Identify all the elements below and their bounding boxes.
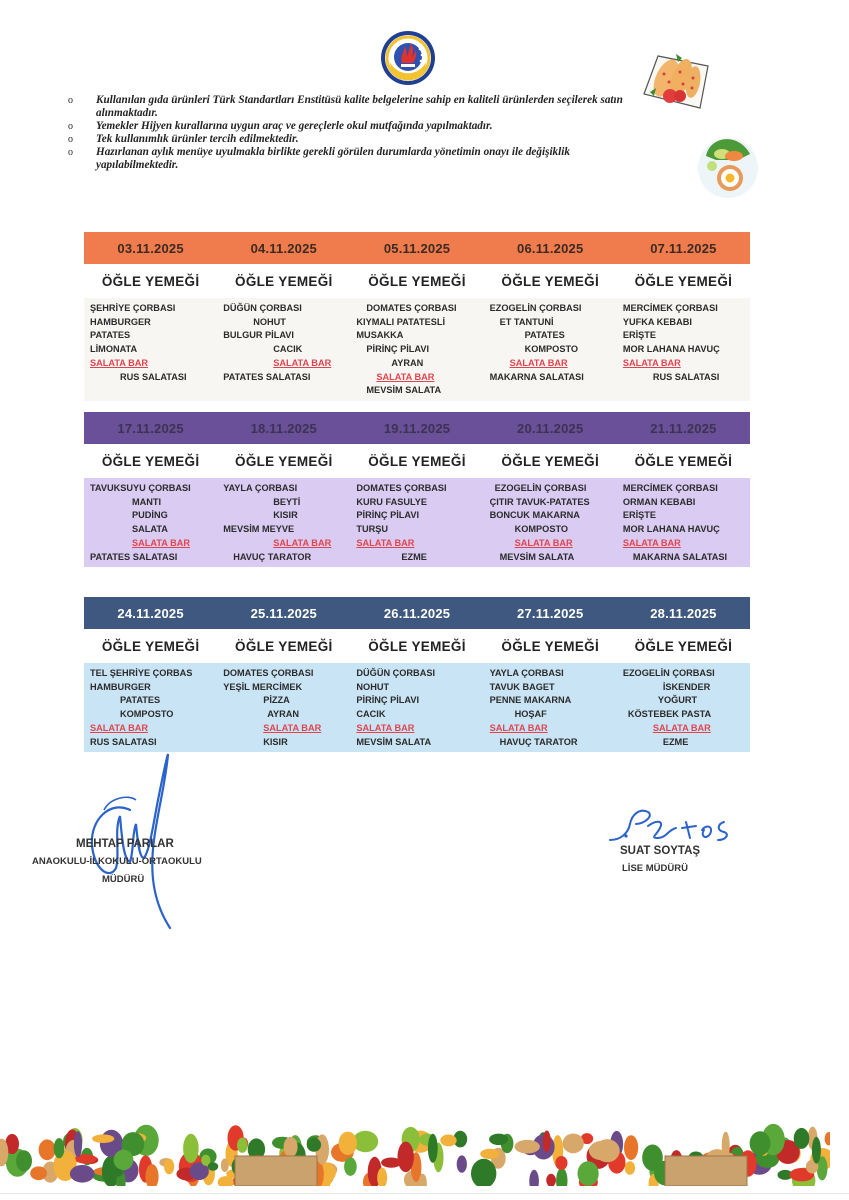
vegetable-shape (428, 1134, 438, 1163)
breakfast-plate-image (692, 126, 762, 198)
date-label: 03.11.2025 (117, 240, 184, 256)
vegetable-shape (529, 1170, 539, 1186)
vegetable-shape (556, 1168, 567, 1186)
date-label: 18.11.2025 (250, 420, 317, 436)
meal-label: ÖĞLE YEMEĞİ (101, 638, 200, 654)
signature-block-left (0, 750, 260, 950)
menu-item: CACIK (356, 709, 386, 720)
right-signatory-name: SUAT SOYTAŞ (620, 845, 701, 857)
footer-divider (0, 1193, 849, 1194)
menu-item: PİZZA (263, 695, 290, 706)
menu-item: ERİŞTE (622, 330, 656, 341)
menu-item: MEVSİM MEYVE (223, 524, 295, 535)
vegetable-shape (489, 1134, 508, 1145)
menu-item: EZME (401, 551, 427, 562)
day-menu-column (484, 482, 617, 564)
salad-bar-item: SALATA BAR (90, 722, 149, 733)
menu-item: HAVUÇ TARATOR (499, 736, 578, 747)
menu-item: AYRAN (391, 357, 424, 368)
salad-bar-item: SALATA BAR (489, 722, 548, 733)
menu-item: EZOGELİN ÇORBASI (489, 303, 582, 313)
left-signatory-title-2: MÜDÜRÜ (102, 874, 145, 885)
meal-label: ÖĞLE YEMEĞİ (368, 638, 466, 654)
vegetable-shape (457, 1155, 467, 1172)
menu-item: DOMATES ÇORBASI (366, 303, 457, 313)
left-signatory-title: ANAOKULU-İLKOKULU-ORTAOKULU (32, 856, 202, 867)
salad-bar-item: SALATA BAR (514, 537, 573, 548)
week-menu-table-3 (84, 597, 750, 752)
vegetable-shape (54, 1138, 65, 1158)
menu-items-row (84, 663, 750, 752)
menu-item: KIYMALI PATATESLİ (356, 316, 446, 327)
meal-label-row (84, 264, 750, 298)
menu-item: EZME (662, 736, 689, 747)
vegetable-shape (344, 1157, 357, 1176)
menu-item: KOMPOSTO (120, 709, 174, 720)
vegetable-shape (30, 1166, 47, 1180)
school-emblem-logo (380, 30, 436, 86)
menu-item: TAVUK BAGET (489, 681, 555, 692)
menu-items-row (84, 478, 750, 567)
menu-item: DÜĞÜN ÇORBASI (356, 668, 436, 678)
menu-item: LİMONATA (90, 344, 138, 355)
meal-label: ÖĞLE YEMEĞİ (501, 453, 599, 469)
date-label: 27.11.2025 (517, 605, 584, 621)
day-menu-column (84, 482, 217, 564)
day-menu-column (350, 667, 483, 749)
day-menu-column (617, 667, 750, 749)
basket-shape (665, 1156, 747, 1186)
meal-label: ÖĞLE YEMEĞİ (368, 453, 466, 469)
day-menu-column (617, 482, 750, 564)
date-header-row (84, 232, 750, 264)
menu-item: ET TANTUNİ (499, 316, 554, 327)
menu-item: ŞEHRİYE ÇORBASI (90, 303, 176, 313)
vegetable-shape (237, 1138, 248, 1153)
menu-item: PATATES SALATASI (223, 371, 311, 382)
menu-item: HAMBURGER (90, 316, 151, 327)
vegetable-shape (398, 1142, 414, 1173)
vegetable-shape (114, 1150, 134, 1170)
salad-bar-item: SALATA BAR (273, 537, 332, 548)
meal-label: ÖĞLE YEMEĞİ (101, 453, 200, 469)
vegetable-shape (578, 1161, 599, 1186)
salad-bar-item: SALATA BAR (376, 371, 435, 382)
menu-item: TURŞU (356, 524, 389, 535)
date-header-row (84, 597, 750, 629)
menu-item: RUS SALATASI (90, 736, 157, 747)
meal-label-row (84, 629, 750, 663)
menu-item: İSKENDER (662, 681, 711, 692)
note-item (64, 133, 644, 146)
vegetable-shape (794, 1128, 810, 1149)
day-menu-column (484, 667, 617, 749)
meal-label: ÖĞLE YEMEĞİ (634, 638, 733, 654)
menu-item: MUSAKKA (356, 330, 404, 341)
notes-list (64, 94, 644, 172)
vegetable-shape (589, 1141, 615, 1160)
meal-label-row (84, 444, 750, 478)
vegetable-shape (625, 1161, 635, 1174)
vegetable-shape (284, 1137, 298, 1157)
meal-label: ÖĞLE YEMEĞİ (368, 273, 466, 289)
bullet-icon: o (68, 147, 73, 158)
pide-plate-image (636, 48, 712, 110)
day-menu-column (484, 302, 617, 398)
vegetable-shape (825, 1132, 830, 1145)
day-menu-column (217, 667, 350, 749)
menu-item: PENNE MAKARNA (489, 695, 572, 706)
meal-label: ÖĞLE YEMEĞİ (101, 273, 200, 289)
vegetable-shape (221, 1159, 229, 1172)
menu-item: ÇITIR TAVUK-PATATES (489, 496, 590, 507)
week-menu-table-1 (84, 232, 750, 401)
right-signatory-title: LİSE MÜDÜRÜ (622, 863, 688, 874)
date-label: 05.11.2025 (383, 240, 451, 256)
meal-label: ÖĞLE YEMEĞİ (235, 273, 333, 289)
salad-bar-item: SALATA BAR (509, 357, 568, 368)
menu-item: DOMATES ÇORBASI (223, 668, 314, 678)
date-label: 20.11.2025 (517, 420, 584, 436)
date-label: 25.11.2025 (250, 605, 317, 621)
menu-item: PATATES (524, 330, 565, 341)
menu-item: YAYLA ÇORBASI (489, 668, 564, 678)
menu-item: YAYLA ÇORBASI (223, 483, 298, 493)
menu-item: SALATA (132, 524, 168, 535)
salad-bar-item: SALATA BAR (622, 357, 681, 368)
menu-item: MANTI (132, 496, 162, 507)
menu-item: PUDİNG (132, 510, 168, 521)
menu-item: YUFKA KEBABI (622, 316, 692, 327)
basket-shape (235, 1156, 317, 1186)
vegetable-shape (543, 1131, 551, 1153)
salad-bar-item: SALATA BAR (652, 722, 711, 733)
day-menu-column (84, 667, 217, 749)
date-label: 17.11.2025 (117, 420, 184, 436)
menu-item: MEVSİM SALATA (366, 385, 442, 396)
date-header-row (84, 412, 750, 444)
day-menu-column (217, 482, 350, 564)
day-menu-column (217, 302, 350, 398)
vegetable-shape (39, 1139, 56, 1160)
vegetable-shape (515, 1140, 540, 1154)
left-signatory-name: MEHTAP PARLAR (76, 838, 174, 850)
menu-item: TAVUKSUYU ÇORBASI (90, 483, 191, 493)
bullet-icon: o (68, 134, 73, 145)
menu-item: PİRİNÇ PİLAVI (356, 510, 420, 521)
note-item (64, 146, 644, 172)
salad-bar-item: SALATA BAR (132, 537, 191, 548)
vegetable-shape (480, 1149, 499, 1159)
menu-item: DOMATES ÇORBASI (356, 483, 447, 493)
meal-label: ÖĞLE YEMEĞİ (501, 638, 599, 654)
note-item (64, 120, 644, 133)
salad-bar-item: SALATA BAR (356, 537, 415, 548)
menu-item: TEL ŞEHRİYE ÇORBAS (90, 668, 193, 678)
week-menu-table-2 (84, 412, 750, 567)
bullet-icon: o (68, 121, 73, 132)
menu-item: PATATES (90, 330, 131, 341)
date-label: 28.11.2025 (650, 605, 717, 621)
vegetable-banner-image (0, 1120, 830, 1186)
menu-item: EZOGELİN ÇORBASI (494, 483, 587, 493)
vegetable-shape (546, 1174, 556, 1186)
menu-item: KOMPOSTO (514, 524, 569, 535)
menu-item: MEVSİM SALATA (356, 736, 432, 747)
handwritten-signature-right (600, 800, 760, 850)
menu-item: HOŞAF (514, 709, 547, 720)
menu-item: AYRAN (267, 709, 300, 720)
menu-item: RUS SALATASI (120, 371, 187, 382)
menu-item: YOĞURT (657, 695, 698, 706)
salad-bar-item: SALATA BAR (263, 722, 322, 733)
meal-label: ÖĞLE YEMEĞİ (235, 638, 333, 654)
menu-item: KISIR (273, 510, 298, 521)
date-label: 21.11.2025 (650, 420, 717, 436)
day-menu-column (84, 302, 217, 398)
salad-bar-item: SALATA BAR (356, 722, 415, 733)
menu-item: MOR LAHANA HAVUÇ (622, 344, 720, 355)
menu-item: NOHUT (253, 316, 286, 327)
meal-label: ÖĞLE YEMEĞİ (634, 453, 733, 469)
vegetable-shape (183, 1134, 199, 1163)
date-label: 19.11.2025 (383, 420, 451, 436)
date-label: 06.11.2025 (517, 240, 584, 256)
note-text: Yemekler Hijyen kurallarına uygun araç ve gereçlerle okul mutfağında yapılmaktadır. (96, 120, 493, 132)
date-label: 07.11.2025 (650, 240, 717, 256)
vegetable-shape (339, 1132, 357, 1155)
menu-item: BEYTİ (273, 496, 301, 507)
meal-label: ÖĞLE YEMEĞİ (634, 273, 733, 289)
vegetable-shape (16, 1150, 32, 1171)
vegetable-shape (307, 1138, 321, 1152)
vegetable-shape (70, 1165, 95, 1183)
day-menu-column (350, 302, 483, 398)
vegetable-shape (109, 1168, 123, 1176)
vegetable-shape (563, 1134, 584, 1154)
menu-item: YEŞİL MERCİMEK (223, 681, 303, 692)
menu-item: MERCİMEK ÇORBASI (622, 483, 718, 493)
menu-item: PATATES (120, 695, 161, 706)
menu-item: CACIK (273, 344, 303, 355)
note-text: Hazırlanan aylık menüye uyulmakla birlikte gerekli görülen durumlarda yönetimin onayı ile değişiklik yapılabilmektedir. (96, 146, 570, 171)
vegetable-shape (208, 1162, 219, 1171)
menu-item: KOMPOSTO (524, 344, 579, 355)
meal-label: ÖĞLE YEMEĞİ (235, 453, 333, 469)
vegetable-shape (92, 1134, 114, 1143)
menu-item: BULGUR PİLAVI (223, 330, 294, 341)
note-text: Kullanılan gıda ürünleri Türk Standartları Enstitüsü kalite belgelerine sahip en kaliteli ürünlerden seçilerek satın alınmaktadır. (96, 94, 623, 119)
menu-item: RUS SALATASI (652, 371, 720, 382)
menu-item: MOR LAHANA HAVUÇ (622, 524, 720, 535)
vegetable-shape (440, 1135, 456, 1147)
day-menu-column (617, 302, 750, 398)
meal-label: ÖĞLE YEMEĞİ (501, 273, 599, 289)
menu-item: EZOGELİN ÇORBASI (622, 668, 715, 678)
date-label: 04.11.2025 (250, 240, 317, 256)
menu-item: MERCİMEK ÇORBASI (622, 303, 718, 313)
menu-item: KURU FASULYE (356, 496, 428, 507)
note-item (64, 94, 624, 120)
salad-bar-item: SALATA BAR (273, 357, 332, 368)
menu-item: MAKARNA SALATASI (489, 371, 584, 382)
menu-item: BONCUK MAKARNA (489, 510, 580, 521)
vegetable-shape (750, 1131, 771, 1155)
date-label: 24.11.2025 (117, 605, 184, 621)
menu-item: MEVSİM SALATA (499, 551, 575, 562)
menu-item: PİRİNÇ PİLAVI (356, 695, 420, 706)
vegetable-shape (74, 1131, 82, 1157)
note-text: Tek kullanımlık ürünler tercih edilmektedir. (96, 133, 299, 145)
vegetable-shape (555, 1156, 567, 1170)
vegetable-shape (164, 1159, 174, 1174)
menu-items-row (84, 298, 750, 401)
vegetable-shape (624, 1135, 638, 1160)
menu-item: ORMAN KEBABI (622, 496, 696, 507)
menu-item: MAKARNA SALATASI (632, 551, 728, 562)
menu-item: HAVUÇ TARATOR (233, 551, 312, 562)
menu-item: HAMBURGER (90, 681, 151, 692)
signature-block-right (600, 800, 770, 890)
menu-item: NOHUT (356, 681, 390, 692)
bullet-icon: o (68, 95, 73, 106)
menu-item: ERİŞTE (622, 510, 656, 521)
menu-item: KÖSTEBEK PASTA (627, 709, 712, 720)
menu-item: PATATES SALATASI (90, 551, 178, 562)
menu-item: KISIR (263, 736, 288, 747)
menu-item: DÜĞÜN ÇORBASI (223, 303, 302, 313)
menu-item: PİRİNÇ PİLAVI (366, 344, 430, 355)
vegetable-shape (812, 1137, 821, 1164)
date-label: 26.11.2025 (383, 605, 451, 621)
salad-bar-item: SALATA BAR (622, 537, 681, 548)
day-menu-column (350, 482, 483, 564)
salad-bar-item: SALATA BAR (90, 357, 149, 368)
